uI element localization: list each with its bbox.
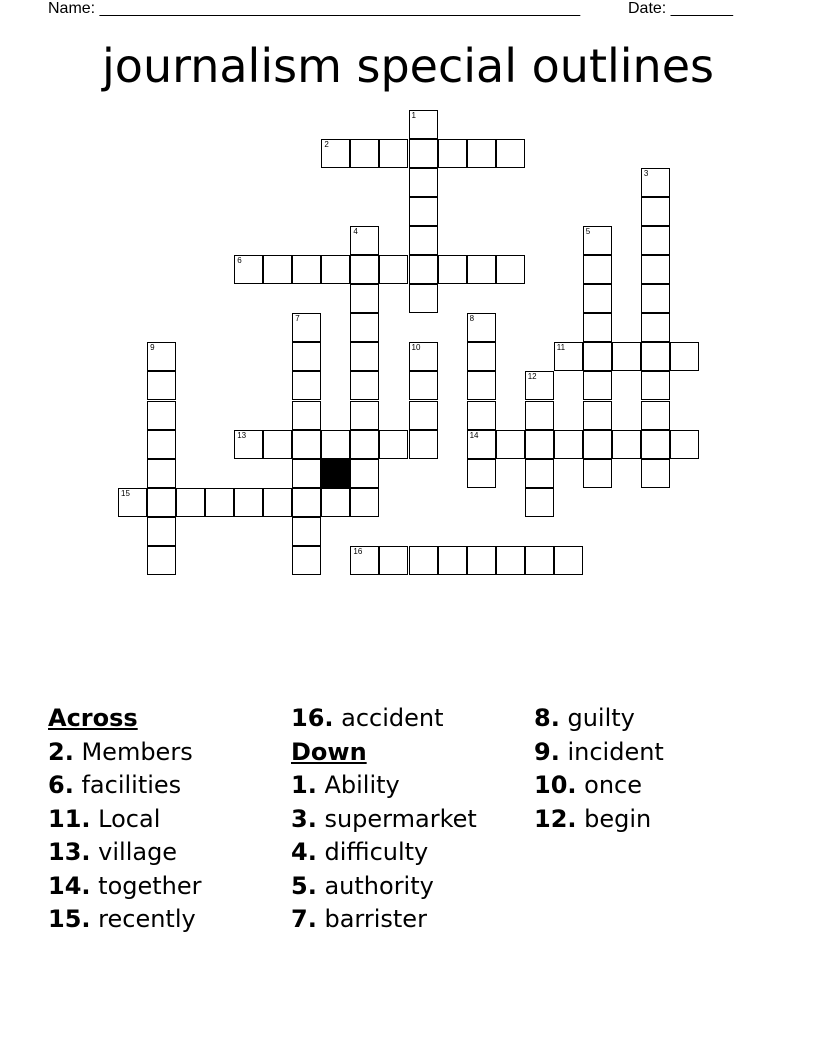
grid-cell[interactable]	[641, 313, 670, 342]
clue-item-number: 16.	[291, 704, 334, 732]
grid-cell[interactable]	[641, 255, 670, 284]
clue-number: 10	[411, 343, 421, 353]
grid-cell[interactable]	[350, 430, 379, 459]
clue-item-number: 2.	[48, 737, 74, 766]
clue-column-3	[534, 702, 664, 836]
clue-number: 12	[527, 372, 537, 382]
grid-cell[interactable]	[525, 459, 554, 488]
grid-cell[interactable]	[350, 488, 379, 517]
clue-item-number: 1.	[291, 771, 317, 799]
clue-heading-down: Down	[291, 737, 367, 766]
clue-item-text: together	[98, 871, 202, 900]
grid-cell[interactable]	[496, 139, 525, 168]
grid-cell[interactable]	[496, 546, 525, 575]
clue-item	[291, 769, 477, 803]
grid-cell[interactable]	[350, 284, 379, 313]
clue-item-number: 6.	[48, 771, 74, 799]
clue-item-text: Ability	[324, 771, 400, 799]
grid-cell[interactable]	[292, 371, 321, 400]
clue-column-2	[291, 702, 477, 937]
grid-cell[interactable]	[321, 139, 350, 168]
grid-cell[interactable]	[350, 546, 379, 575]
grid-cell[interactable]	[321, 430, 350, 459]
clue-item-number: 12.	[534, 804, 577, 833]
clue-item-text: difficulty	[324, 838, 429, 866]
clue-item-text: barrister	[324, 905, 427, 933]
grid-cell[interactable]	[292, 517, 321, 546]
grid-cell[interactable]	[409, 546, 438, 575]
clue-item-number: 14.	[48, 871, 91, 900]
grid-cell[interactable]	[409, 284, 438, 313]
grid-cell[interactable]	[641, 284, 670, 313]
grid-cell[interactable]	[583, 401, 612, 430]
grid-cell[interactable]	[612, 342, 641, 371]
grid-cell[interactable]	[176, 488, 205, 517]
clue-item-text: recently	[98, 905, 196, 933]
clue-number: 14	[469, 430, 479, 440]
clue-item-number: 9.	[534, 737, 560, 766]
grid-cell[interactable]	[467, 459, 496, 488]
clue-number: 8	[469, 314, 475, 324]
grid-cell[interactable]	[438, 255, 467, 284]
grid-cell[interactable]	[292, 546, 321, 575]
grid-cell[interactable]	[234, 255, 263, 284]
clue-item	[291, 870, 477, 904]
clue-item	[534, 803, 664, 837]
clue-item-number: 7.	[291, 905, 317, 933]
clue-item-text: Members	[81, 737, 193, 766]
grid-cell[interactable]	[467, 371, 496, 400]
clue-item-number: 8.	[534, 704, 560, 732]
clue-number: 16	[353, 546, 363, 556]
grid-cell[interactable]	[409, 168, 438, 197]
grid-cell[interactable]	[583, 371, 612, 400]
grid-cell[interactable]	[292, 459, 321, 488]
grid-cell[interactable]	[379, 255, 408, 284]
clue-number: 2	[324, 140, 329, 150]
grid-cell[interactable]	[350, 371, 379, 400]
grid-cell[interactable]	[612, 430, 641, 459]
grid-cell[interactable]	[147, 371, 176, 400]
clue-item-number: 5.	[291, 871, 317, 900]
grid-cell[interactable]	[496, 255, 525, 284]
clue-item	[534, 736, 664, 770]
grid-cell[interactable]	[292, 401, 321, 430]
grid-cell[interactable]	[147, 488, 176, 517]
grid-cell[interactable]	[641, 430, 670, 459]
name-line: Name: ______________________________________________________	[48, 0, 581, 17]
grid-cell[interactable]	[670, 430, 699, 459]
grid-cell[interactable]	[263, 488, 292, 517]
clue-item-number: 11.	[48, 804, 91, 833]
grid-cell[interactable]	[292, 488, 321, 517]
black-cell	[321, 459, 350, 488]
grid-cell[interactable]	[409, 226, 438, 255]
grid-cell[interactable]	[641, 459, 670, 488]
grid-cell[interactable]	[525, 371, 554, 400]
grid-cell[interactable]	[554, 430, 583, 459]
clue-item	[534, 769, 664, 803]
grid-cell[interactable]	[147, 342, 176, 371]
grid-cell[interactable]	[467, 546, 496, 575]
clue-item	[291, 702, 477, 736]
grid-cell[interactable]	[350, 459, 379, 488]
clue-number: 4	[353, 227, 358, 237]
clue-item	[291, 903, 477, 937]
grid-cell[interactable]	[379, 546, 408, 575]
clue-heading-across: Across	[48, 704, 138, 732]
grid-cell[interactable]	[147, 517, 176, 546]
grid-cell[interactable]	[292, 430, 321, 459]
grid-cell[interactable]	[641, 342, 670, 371]
grid-cell[interactable]	[583, 226, 612, 255]
clue-number: 5	[585, 227, 591, 237]
grid-cell[interactable]	[409, 342, 438, 371]
grid-cell[interactable]	[409, 401, 438, 430]
grid-cell[interactable]	[467, 401, 496, 430]
grid-cell[interactable]	[409, 371, 438, 400]
grid-cell[interactable]	[263, 430, 292, 459]
page-title: journalism special outlines	[102, 39, 714, 93]
clue-item-text: supermarket	[324, 804, 477, 833]
clue-item-number: 15.	[48, 905, 91, 933]
grid-cell[interactable]	[234, 430, 263, 459]
grid-cell[interactable]	[292, 255, 321, 284]
clue-item-text: village	[98, 838, 178, 866]
clue-item	[291, 836, 477, 870]
grid-cell[interactable]	[641, 401, 670, 430]
clue-item-text: once	[584, 771, 643, 799]
clue-item-text: authority	[324, 871, 434, 900]
grid-cell[interactable]	[350, 313, 379, 342]
clue-item	[48, 903, 202, 937]
grid-cell[interactable]	[321, 488, 350, 517]
clue-number: 3	[643, 169, 649, 179]
grid-cell[interactable]	[292, 313, 321, 342]
grid-cell[interactable]	[263, 255, 292, 284]
grid-cell[interactable]	[292, 342, 321, 371]
grid-cell[interactable]	[321, 255, 350, 284]
date-line: Date: _______	[628, 0, 733, 17]
clue-number: 15	[121, 488, 130, 498]
grid-cell[interactable]	[205, 488, 234, 517]
grid-cell[interactable]	[641, 168, 670, 197]
clue-item-text: facilities	[81, 771, 182, 799]
grid-cell[interactable]	[350, 401, 379, 430]
grid-cell[interactable]	[379, 139, 408, 168]
grid-cell[interactable]	[641, 371, 670, 400]
clue-item	[291, 803, 477, 837]
grid-cell[interactable]	[467, 430, 496, 459]
clue-item-number: 13.	[48, 838, 91, 866]
grid-cell[interactable]	[583, 284, 612, 313]
clue-column-1	[48, 702, 202, 937]
clue-item	[48, 836, 202, 870]
clue-item	[48, 803, 202, 837]
grid-cell[interactable]	[583, 255, 612, 284]
grid-cell[interactable]	[525, 401, 554, 430]
clue-item-number: 4.	[291, 838, 317, 866]
clue-number: 9	[150, 343, 155, 353]
grid-cell[interactable]	[118, 488, 147, 517]
clue-item-text: accident	[341, 704, 444, 732]
grid-cell[interactable]	[147, 401, 176, 430]
grid-cell[interactable]	[409, 139, 438, 168]
grid-cell[interactable]	[583, 313, 612, 342]
clue-item-number: 3.	[291, 804, 317, 833]
grid-cell[interactable]	[350, 255, 379, 284]
grid-cell[interactable]	[670, 342, 699, 371]
grid-cell[interactable]	[350, 139, 379, 168]
grid-cell[interactable]	[641, 197, 670, 226]
grid-cell[interactable]	[147, 430, 176, 459]
grid-cell[interactable]	[147, 546, 176, 575]
clue-item-number: 10.	[534, 771, 577, 799]
grid-cell[interactable]	[554, 546, 583, 575]
clue-number: 11	[556, 343, 566, 353]
grid-cell[interactable]	[583, 459, 612, 488]
clue-item	[48, 870, 202, 904]
grid-cell[interactable]	[525, 488, 554, 517]
grid-cell[interactable]	[467, 255, 496, 284]
clue-item-text: Local	[98, 804, 161, 833]
grid-cell[interactable]	[234, 488, 263, 517]
grid-cell[interactable]	[583, 430, 612, 459]
grid-cell[interactable]	[467, 139, 496, 168]
grid-cell[interactable]	[379, 430, 408, 459]
clue-item-text: guilty	[567, 704, 635, 732]
grid-cell[interactable]	[467, 313, 496, 342]
clue-number: 1	[411, 111, 416, 120]
grid-cell[interactable]	[409, 255, 438, 284]
grid-cell[interactable]	[147, 459, 176, 488]
grid-cell[interactable]	[467, 342, 496, 371]
grid-cell[interactable]	[350, 342, 379, 371]
clue-number: 6	[237, 256, 242, 266]
clue-item	[48, 769, 202, 803]
grid-cell[interactable]	[409, 430, 438, 459]
clue-number: 13	[237, 430, 247, 440]
grid-cell[interactable]	[525, 430, 554, 459]
grid-cell[interactable]	[641, 226, 670, 255]
grid-cell[interactable]	[525, 546, 554, 575]
grid-cell[interactable]	[438, 139, 467, 168]
clue-number: 7	[295, 314, 300, 324]
grid-cell[interactable]	[409, 197, 438, 226]
grid-cell[interactable]	[583, 342, 612, 371]
grid-cell[interactable]	[438, 546, 467, 575]
grid-cell[interactable]	[496, 430, 525, 459]
clue-item	[48, 736, 202, 770]
grid-cell[interactable]	[350, 226, 379, 255]
grid-cell[interactable]	[409, 110, 438, 139]
clue-item-text: begin	[584, 804, 652, 833]
clue-item-text: incident	[567, 737, 664, 766]
grid-cell[interactable]	[554, 342, 583, 371]
clue-item	[534, 702, 664, 736]
